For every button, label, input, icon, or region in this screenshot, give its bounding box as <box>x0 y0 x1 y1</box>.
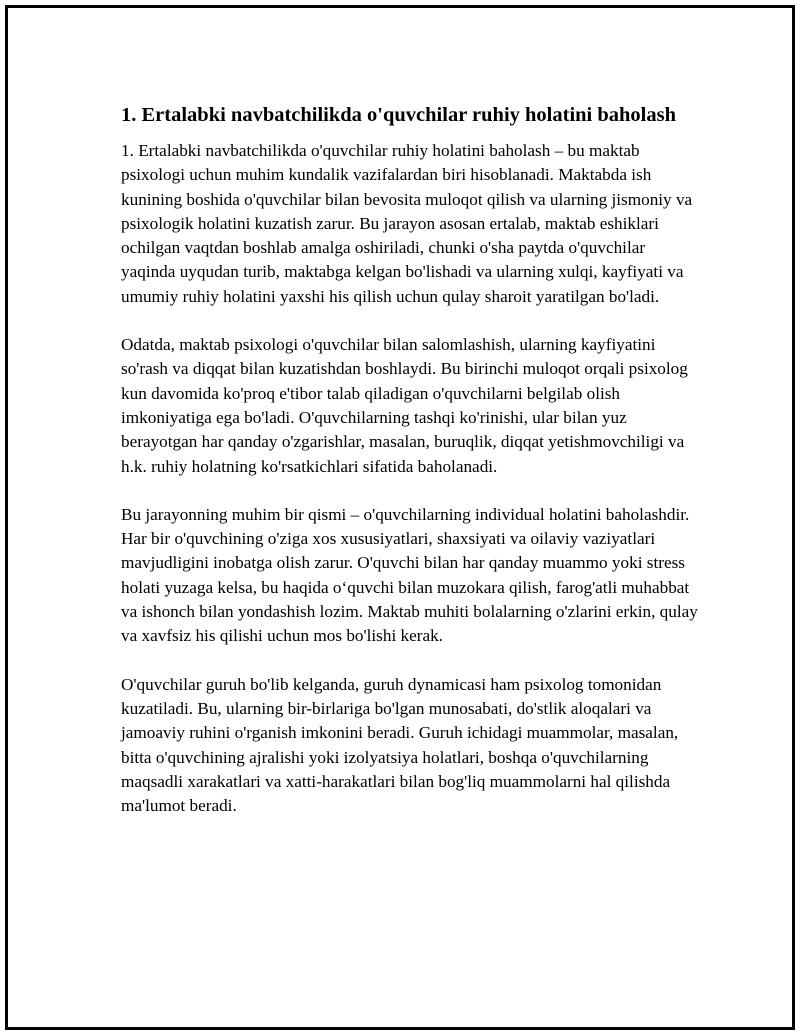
document-title: 1. Ertalabki navbatchilikda o'quvchilar ruhiy holatini baholash <box>121 104 676 126</box>
paragraph-3: Bu jarayonning muhim bir qismi – o'quvchilarning individual holatini baholashdir. Har bir o'quvchining o'ziga xos xususiyatlari, shaxsiyati va oilaviy vaziyatlari mavjudligini inobatga olish zarur. O'quvchi bilan har qanday muammo yoki stress holati yuzaga kelsa, bu haqida o‘quvchi bilan muzokara qilish, farog'atli muhabbat va ishonch bilan yondashish lozim. Maktab muhiti bolalarning o'zlarini erkin, qulay va xavfsiz his qilishi uchun mos bo'lishi kerak. <box>121 504 698 646</box>
paragraph-2: Odatda, maktab psixologi o'quvchilar bilan salomlashish, ularning kayfiyatini so'rash va diqqat bilan kuzatishdan boshlaydi. Bu birinchi muloqot orqali psixolog kun davomida ko'proq e'tibor talab qiladigan o'quvchilarni belgilab olish imkoniyatiga ega bo'ladi. O'quvchilarning tashqi ko'rinishi, ular bilan yuz berayotgan har qanday o'zgarishlar, masalan, buruqlik, diqqat yetishmovchiligi va h.k. ruhiy holatning ko'rsatkichlari sifatida baholanadi. <box>121 335 688 476</box>
paragraph-4: O'quvchilar guruh bo'lib kelganda, guruh dynamicasi ham psixolog tomonidan kuzatiladi. Bu, ularning bir-birlariga bo'lgan munosabati, do'stlik aloqalari va jamoaviy ruhini o'rganish imkonini beradi. Guruh ichidagi muammolar, masalan, bitta o'quvchining ajralishi yoki izolyatsiya holatlari, boshqa o'quvchilarning maqsadli xarakatlari va xatti-harakatlari bilan bog'liq muammolarni hal qilishda ma'lumot beradi. <box>121 674 679 816</box>
document-body <box>121 101 701 842</box>
page-frame <box>5 5 795 1030</box>
paragraph-1: 1. Ertalabki navbatchilikda o'quvchilar ruhiy holatini baholash – bu maktab psixologi uchun muhim kundalik vazifalardan biri hisoblanadi. Maktabda ish kunining boshida o'quvchilar bilan bevosita muloqot qilish va ularning jismoniy va psixologik holatini kuzatish zarur. Bu jarayon asosan ertalab, maktab eshiklari ochilgan vaqtdan boshlab amalga oshiriladi, chunki o'sha paytda o'quvchilar yaqinda uyqudan turib, maktabga kelgan bo'lishadi va ularning xulqi, kayfiyati va umumiy ruhiy holatini yaxshi his qilish uchun qulay sharoit yaratilgan bo'ladi. <box>121 141 693 306</box>
